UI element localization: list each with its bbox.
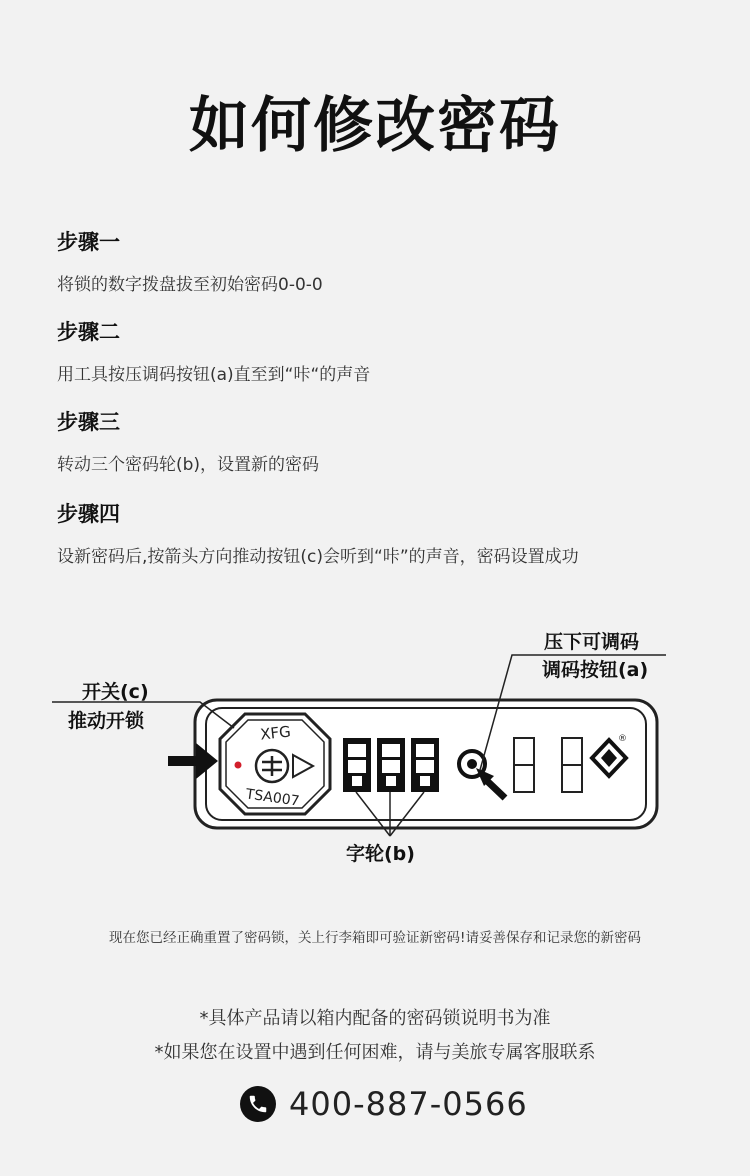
dial-wheel-1 <box>343 738 371 792</box>
dial-wheel-2 <box>377 738 405 792</box>
step-text: 设新密码后,按箭头方向推动按钮(c)会听到“咔”的声音，密码设置成功 <box>57 547 579 567</box>
reset-note: 现在您已经正确重置了密码锁，关上行李箱即可验证新密码!请妥善保存和记录您的新密码 <box>109 930 641 946</box>
step-heading: 步骤三 <box>57 410 120 434</box>
brand-tsa: TSA007 <box>244 786 301 810</box>
brand-xfg: XFG <box>259 722 292 744</box>
step-4 <box>57 498 579 567</box>
step-text: 将锁的数字拨盘拔至初始密码0-0-0 <box>57 275 323 295</box>
step-2 <box>57 316 370 385</box>
step-heading: 步骤四 <box>57 502 120 526</box>
label-a-line2: 调码按钮(a) <box>542 659 649 681</box>
lock-diagram <box>0 610 750 900</box>
step-heading: 步骤二 <box>57 320 120 344</box>
push-arrow-shaft <box>168 756 200 766</box>
phone-number[interactable]: 400-887-0566 <box>289 1085 528 1123</box>
step-text: 用工具按压调码按钮(a)直至到“咔“的声音 <box>57 365 371 385</box>
disclaimer-1: *具体产品请以箱内配备的密码锁说明书为准 <box>199 1008 551 1029</box>
reset-button-core <box>467 759 477 769</box>
dial-wheel-3 <box>411 738 439 792</box>
step-1 <box>57 226 323 295</box>
label-b: 字轮(b) <box>346 843 415 865</box>
indicator-dot <box>235 762 242 769</box>
step-3 <box>57 406 319 475</box>
label-c-line1: 开关(c) <box>82 681 149 703</box>
page-title: 如何修改密码 <box>189 91 561 161</box>
step-text: 转动三个密码轮(b)，设置新的密码 <box>57 455 320 475</box>
step-heading: 步骤一 <box>57 230 120 254</box>
contact-row <box>240 1084 528 1124</box>
trademark-mark: ® <box>618 734 627 744</box>
label-c-line2: 推动开锁 <box>68 710 145 732</box>
phone-glyph <box>247 1093 269 1115</box>
label-a-line1: 压下可调码 <box>544 631 640 653</box>
phone-icon <box>240 1086 276 1122</box>
disclaimer-2: *如果您在设置中遇到任何困难，请与美旅专属客服联系 <box>154 1042 596 1063</box>
